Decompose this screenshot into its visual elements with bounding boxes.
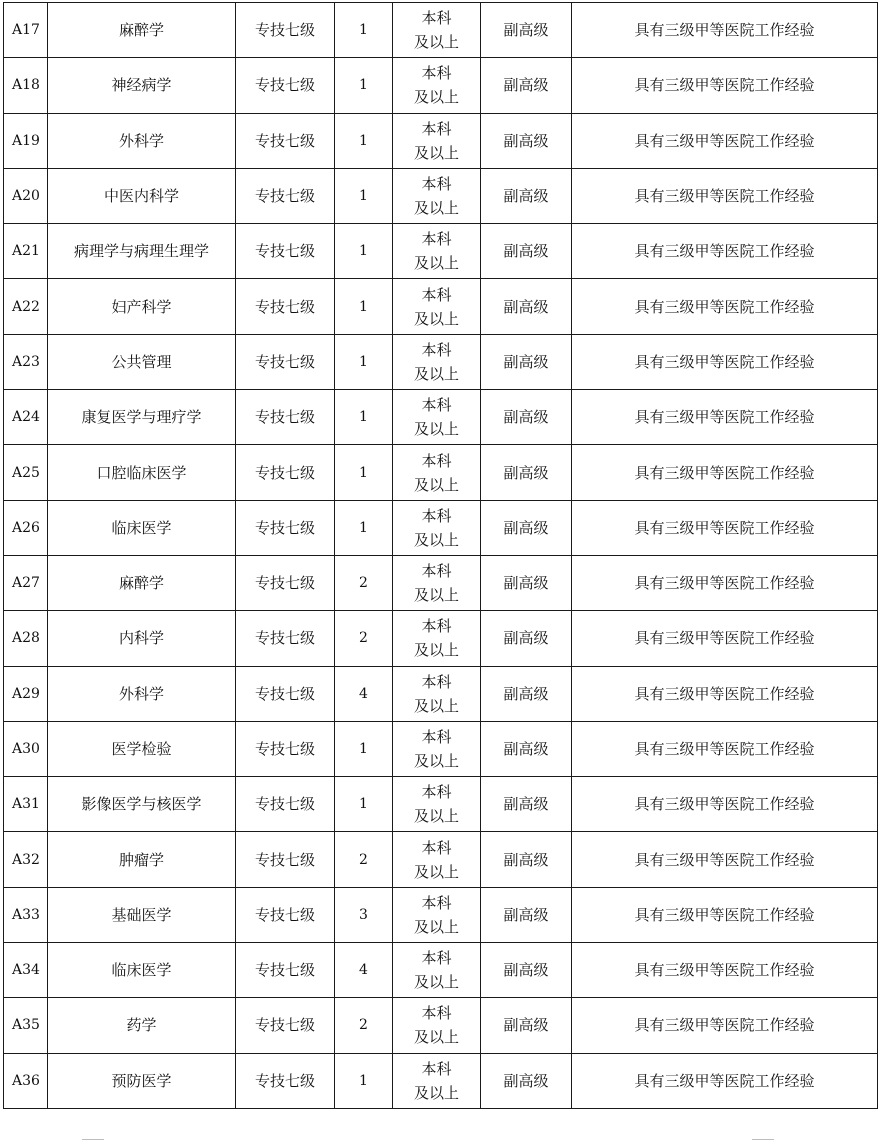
- education-line: 及以上: [413, 641, 459, 660]
- cell-level: 专技七级: [236, 721, 335, 776]
- table-row: [4, 168, 878, 223]
- cell-code: A29: [4, 666, 48, 721]
- cell-requirement: 具有三级甲等医院工作经验: [572, 390, 878, 445]
- cell-education: [393, 555, 481, 610]
- table-row: [4, 666, 878, 721]
- cell-requirement: 具有三级甲等医院工作经验: [572, 3, 878, 58]
- cell-title: 副高级: [481, 58, 572, 113]
- education-line: 及以上: [413, 862, 459, 881]
- cell-major: 预防医学: [48, 1053, 236, 1108]
- cell-requirement: 具有三级甲等医院工作经验: [572, 500, 878, 555]
- table-row: [4, 998, 878, 1053]
- education-line: 本科: [421, 672, 452, 691]
- table-row: [4, 113, 878, 168]
- cell-level: 专技七级: [236, 832, 335, 887]
- cell-title: 副高级: [481, 943, 572, 998]
- cell-education: [393, 943, 481, 998]
- cell-education: [393, 390, 481, 445]
- cell-title: 副高级: [481, 224, 572, 279]
- cell-requirement: 具有三级甲等医院工作经验: [572, 943, 878, 998]
- cell-title: 副高级: [481, 832, 572, 887]
- cell-code: A26: [4, 500, 48, 555]
- cell-education: [393, 168, 481, 223]
- education-line: 及以上: [413, 143, 459, 162]
- cell-count: 2: [335, 832, 393, 887]
- cell-count: 1: [335, 279, 393, 334]
- cell-count: 1: [335, 721, 393, 776]
- cell-title: 副高级: [481, 500, 572, 555]
- education-line: 及以上: [413, 752, 459, 770]
- crop-mark: [82, 1139, 104, 1140]
- education-line: 本科: [421, 1059, 452, 1078]
- cell-level: 专技七级: [236, 224, 335, 279]
- cell-major: 内科学: [48, 611, 236, 666]
- cell-major: 妇产科学: [48, 279, 236, 334]
- cell-education: [393, 832, 481, 887]
- cell-requirement: 具有三级甲等医院工作经验: [572, 334, 878, 389]
- cell-level: 专技七级: [236, 279, 335, 334]
- cell-requirement: 具有三级甲等医院工作经验: [572, 777, 878, 832]
- education-line: 及以上: [413, 1083, 459, 1102]
- table-row: [4, 943, 878, 998]
- table-row: [4, 721, 878, 776]
- cell-requirement: 具有三级甲等医院工作经验: [572, 721, 878, 776]
- education-line: 及以上: [413, 917, 459, 936]
- cell-title: 副高级: [481, 279, 572, 334]
- cell-title: 副高级: [481, 721, 572, 776]
- cell-code: A27: [4, 555, 48, 610]
- cell-code: A21: [4, 224, 48, 279]
- cell-title: 副高级: [481, 777, 572, 832]
- cell-education: [393, 887, 481, 942]
- cell-education: [393, 445, 481, 500]
- cell-major: 病理学与病理生理学: [48, 224, 236, 279]
- cell-major: 口腔临床医学: [48, 445, 236, 500]
- cell-education: [393, 113, 481, 168]
- education-line: 本科: [421, 893, 452, 912]
- cell-requirement: 具有三级甲等医院工作经验: [572, 279, 878, 334]
- cell-level: 专技七级: [236, 58, 335, 113]
- cell-major: 药学: [48, 998, 236, 1053]
- cell-count: 1: [335, 445, 393, 500]
- cell-code: A18: [4, 58, 48, 113]
- education-line: 本科: [421, 285, 452, 304]
- cell-count: 1: [335, 224, 393, 279]
- cell-level: 专技七级: [236, 943, 335, 998]
- cell-count: 1: [335, 1053, 393, 1108]
- cell-code: A34: [4, 943, 48, 998]
- table-row: [4, 500, 878, 555]
- cell-requirement: 具有三级甲等医院工作经验: [572, 113, 878, 168]
- cell-level: 专技七级: [236, 500, 335, 555]
- cell-requirement: 具有三级甲等医院工作经验: [572, 58, 878, 113]
- cell-education: [393, 3, 481, 58]
- education-line: 及以上: [413, 309, 459, 328]
- cell-requirement: 具有三级甲等医院工作经验: [572, 555, 878, 610]
- cell-education: [393, 224, 481, 279]
- cell-level: 专技七级: [236, 334, 335, 389]
- cell-title: 副高级: [481, 998, 572, 1053]
- cell-requirement: 具有三级甲等医院工作经验: [572, 666, 878, 721]
- cell-education: [393, 721, 481, 776]
- cell-count: 2: [335, 555, 393, 610]
- cell-major: 影像医学与核医学: [48, 777, 236, 832]
- cell-education: [393, 1053, 481, 1108]
- cell-count: 1: [335, 58, 393, 113]
- cell-major: 麻醉学: [48, 555, 236, 610]
- education-line: 本科: [421, 340, 452, 359]
- education-line: 本科: [421, 838, 452, 857]
- education-line: 本科: [421, 451, 452, 470]
- cell-count: 1: [335, 390, 393, 445]
- education-line: 本科: [421, 949, 452, 968]
- table-row: [4, 832, 878, 887]
- cell-title: 副高级: [481, 611, 572, 666]
- cell-requirement: 具有三级甲等医院工作经验: [572, 168, 878, 223]
- cell-education: [393, 500, 481, 555]
- table-row: [4, 390, 878, 445]
- table-row: [4, 611, 878, 666]
- cell-title: 副高级: [481, 445, 572, 500]
- cell-count: 1: [335, 777, 393, 832]
- cell-code: A28: [4, 611, 48, 666]
- cell-code: A25: [4, 445, 48, 500]
- crop-mark: [752, 1139, 774, 1140]
- education-line: 本科: [421, 617, 452, 636]
- cell-count: 4: [335, 666, 393, 721]
- cell-level: 专技七级: [236, 113, 335, 168]
- cell-requirement: 具有三级甲等医院工作经验: [572, 611, 878, 666]
- positions-table: [3, 2, 878, 1109]
- cell-code: A33: [4, 887, 48, 942]
- cell-code: A23: [4, 334, 48, 389]
- cell-title: 副高级: [481, 555, 572, 610]
- cell-requirement: 具有三级甲等医院工作经验: [572, 224, 878, 279]
- table-row: [4, 58, 878, 113]
- education-line: 本科: [421, 230, 452, 249]
- table-row: [4, 1053, 878, 1108]
- education-line: 及以上: [413, 254, 459, 273]
- cell-level: 专技七级: [236, 3, 335, 58]
- education-line: 本科: [421, 562, 452, 581]
- cell-level: 专技七级: [236, 1053, 335, 1108]
- education-line: 及以上: [413, 530, 459, 549]
- cell-code: A17: [4, 3, 48, 58]
- cell-code: A19: [4, 113, 48, 168]
- cell-code: A32: [4, 832, 48, 887]
- cell-major: 临床医学: [48, 943, 236, 998]
- cell-title: 副高级: [481, 168, 572, 223]
- table-row: [4, 224, 878, 279]
- table-row: [4, 334, 878, 389]
- cell-count: 3: [335, 887, 393, 942]
- cell-major: 临床医学: [48, 500, 236, 555]
- cell-major: 中医内科学: [48, 168, 236, 223]
- cell-requirement: 具有三级甲等医院工作经验: [572, 887, 878, 942]
- cell-count: 2: [335, 611, 393, 666]
- cell-requirement: 具有三级甲等医院工作经验: [572, 445, 878, 500]
- cell-level: 专技七级: [236, 390, 335, 445]
- cell-level: 专技七级: [236, 998, 335, 1053]
- education-line: 及以上: [413, 1028, 459, 1047]
- cell-code: A20: [4, 168, 48, 223]
- cell-education: [393, 611, 481, 666]
- cell-education: [393, 666, 481, 721]
- cell-major: 外科学: [48, 113, 236, 168]
- table-row: [4, 777, 878, 832]
- education-line: 本科: [421, 1004, 452, 1023]
- education-line: 本科: [421, 9, 452, 28]
- cell-education: [393, 998, 481, 1053]
- cell-major: 基础医学: [48, 887, 236, 942]
- table-row: [4, 445, 878, 500]
- cell-requirement: 具有三级甲等医院工作经验: [572, 1053, 878, 1108]
- cell-major: 康复医学与理疗学: [48, 390, 236, 445]
- education-line: 及以上: [413, 973, 459, 992]
- cell-level: 专技七级: [236, 555, 335, 610]
- education-line: 及以上: [413, 475, 459, 494]
- education-line: 及以上: [413, 33, 459, 52]
- cell-level: 专技七级: [236, 611, 335, 666]
- cell-education: [393, 279, 481, 334]
- cell-level: 专技七级: [236, 887, 335, 942]
- cell-title: 副高级: [481, 390, 572, 445]
- cell-requirement: 具有三级甲等医院工作经验: [572, 998, 878, 1053]
- education-line: 本科: [421, 175, 452, 194]
- education-line: 及以上: [413, 420, 459, 439]
- education-line: 及以上: [413, 88, 459, 107]
- cell-level: 专技七级: [236, 168, 335, 223]
- cell-count: 4: [335, 943, 393, 998]
- cell-major: 神经病学: [48, 58, 236, 113]
- cell-major: 外科学: [48, 666, 236, 721]
- table-row: [4, 3, 878, 58]
- cell-requirement: 具有三级甲等医院工作经验: [572, 832, 878, 887]
- cell-count: 1: [335, 500, 393, 555]
- education-line: 本科: [421, 506, 452, 525]
- cell-title: 副高级: [481, 887, 572, 942]
- education-line: 本科: [421, 119, 452, 138]
- cell-education: [393, 334, 481, 389]
- cell-title: 副高级: [481, 1053, 572, 1108]
- education-line: 及以上: [413, 696, 459, 715]
- cell-major: 医学检验: [48, 721, 236, 776]
- cell-count: 2: [335, 998, 393, 1053]
- cell-code: A30: [4, 721, 48, 776]
- education-line: 及以上: [413, 807, 459, 826]
- education-line: 本科: [421, 783, 452, 802]
- education-line: 本科: [421, 728, 452, 746]
- education-line: 本科: [421, 396, 452, 415]
- cell-major: 公共管理: [48, 334, 236, 389]
- cell-title: 副高级: [481, 666, 572, 721]
- cell-count: 1: [335, 3, 393, 58]
- cell-code: A36: [4, 1053, 48, 1108]
- cell-level: 专技七级: [236, 666, 335, 721]
- cell-title: 副高级: [481, 113, 572, 168]
- cell-major: 肿瘤学: [48, 832, 236, 887]
- cell-level: 专技七级: [236, 777, 335, 832]
- cell-code: A24: [4, 390, 48, 445]
- cell-count: 1: [335, 334, 393, 389]
- cell-education: [393, 777, 481, 832]
- cell-code: A31: [4, 777, 48, 832]
- education-line: 及以上: [413, 586, 459, 605]
- education-line: 本科: [421, 64, 452, 83]
- cell-code: A22: [4, 279, 48, 334]
- education-line: 及以上: [413, 364, 459, 383]
- cell-count: 1: [335, 113, 393, 168]
- cell-title: 副高级: [481, 3, 572, 58]
- table-row: [4, 279, 878, 334]
- table-row: [4, 555, 878, 610]
- table-row: [4, 887, 878, 942]
- table-body: [4, 3, 878, 1109]
- cell-level: 专技七级: [236, 445, 335, 500]
- cell-education: [393, 58, 481, 113]
- cell-count: 1: [335, 168, 393, 223]
- cell-major: 麻醉学: [48, 3, 236, 58]
- education-line: 及以上: [413, 199, 459, 218]
- cell-title: 副高级: [481, 334, 572, 389]
- cell-code: A35: [4, 998, 48, 1053]
